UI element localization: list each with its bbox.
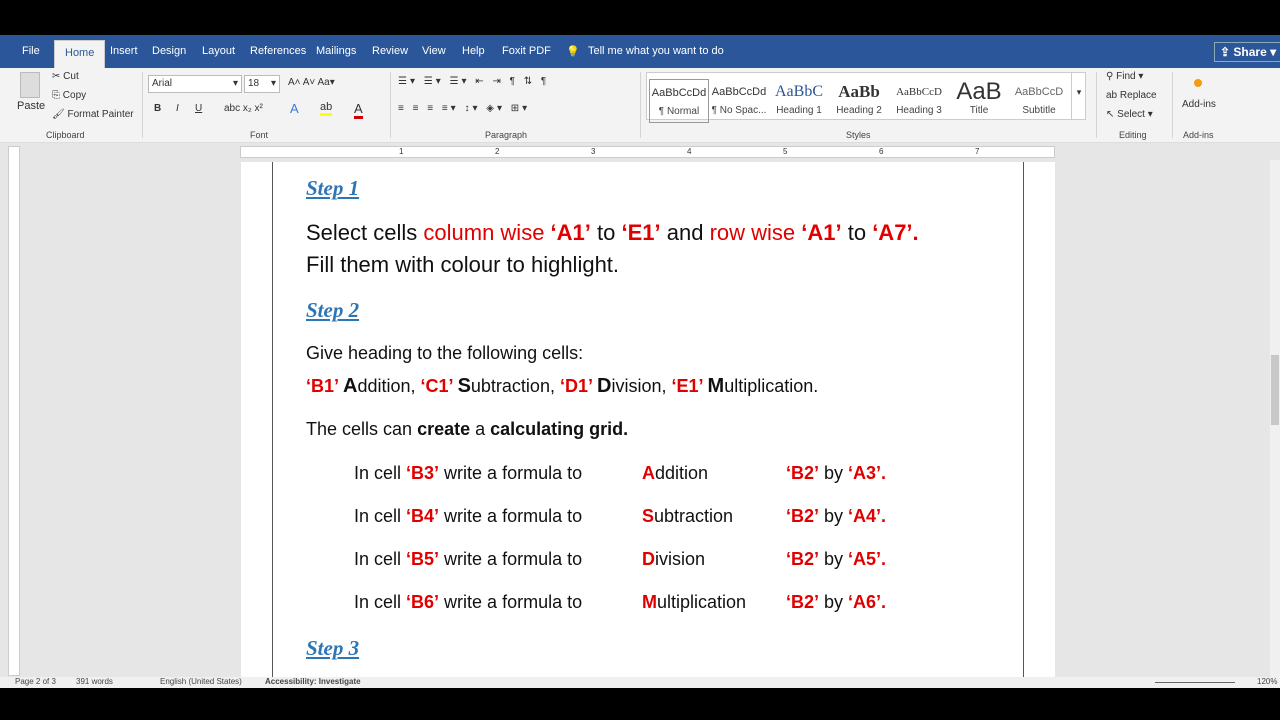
tell-me-search[interactable]: Tell me what you want to do [588,45,724,57]
highlight-icon[interactable]: ab [320,101,332,116]
format-painter-button[interactable]: 🖌 Format Painter [52,109,134,120]
styles-more-button[interactable]: ▾ [1071,73,1086,119]
replace-icon: ab [1106,90,1120,101]
tab-mailings[interactable]: Mailings [316,45,357,57]
lightbulb-icon: 💡 [566,46,580,58]
step-1-instruction: Select cells column wise ‘A1’ to ‘E1’ and row wise ‘A1’ to ‘A7’. [306,220,919,245]
style-no-spacing[interactable]: AaBbCcDd ¶ No Spac... [711,86,767,116]
font-size-select[interactable]: 18 ▾ [244,75,280,93]
replace-button[interactable]: ab Replace [1106,90,1157,101]
underline-button[interactable]: U [195,103,203,114]
copy-button[interactable]: ⎘ Copy [52,90,87,101]
vertical-scrollbar[interactable] [1270,160,1280,677]
tab-references[interactable]: References [250,45,307,57]
share-button[interactable]: ⇪ Share ▾ [1214,42,1280,62]
italic-button[interactable]: I [176,103,179,114]
scissors-icon: ✂ [52,71,64,82]
step-2-heading: Step 2 [306,298,360,322]
style-heading-1[interactable]: AaBbC Heading 1 [775,83,823,116]
font-name-select[interactable]: Arial ▾ [148,75,242,93]
styles-gallery [646,72,1086,120]
tab-foxit-pdf[interactable]: Foxit PDF [502,45,551,57]
bullets-icon[interactable]: ☰▾ ☰▾ ☰▾ ⇤ ⇥ ¶ ⇅ ¶ [398,76,550,87]
document-page[interactable] [241,162,1055,677]
ribbon [0,68,1280,143]
tab-design[interactable]: Design [152,45,187,57]
cursor-icon: ↖ [1106,109,1118,120]
tab-layout[interactable]: Layout [202,45,236,57]
step-2-headings: ‘B1’ Addition, ‘C1’ Subtraction, ‘D1’ Division, ‘E1’ Multiplication. [306,375,819,397]
step-2-intro: Give heading to the following cells: [306,343,584,363]
text-effects-icon[interactable]: A [290,101,299,116]
style-normal[interactable]: AaBbCcDd ¶ Normal [649,79,709,123]
addins-icon [1194,79,1202,87]
bold-button[interactable]: B [154,103,162,114]
editing-group-label: Editing [1119,130,1147,140]
horizontal-ruler[interactable]: 1 2 3 4 5 6 7 [240,146,1055,158]
search-icon: ⚲ [1106,71,1117,82]
language[interactable]: English (United States) [160,677,242,686]
font-color-icon[interactable]: A [354,101,363,119]
step-3-heading: Step 3 [306,636,360,660]
vertical-ruler [8,146,20,676]
font-group-label: Font [250,130,269,140]
step-1-fill-text: Fill them with colour to highlight. [306,252,620,277]
ribbon-tabs-bar [0,35,1280,68]
select-button[interactable]: ↖ Select ▾ [1106,109,1153,120]
align-left-icon[interactable]: ≡ ≡ ≡ ≡▾ ↕▾ ◈▾ ⊞▾ [398,103,531,114]
paragraph-group-label: Paragraph [485,130,528,140]
zoom-slider[interactable] [1155,682,1235,683]
cut-button[interactable]: ✂ Cut [52,71,79,82]
tab-insert[interactable]: Insert [110,45,138,57]
addins-group-label: Add-ins [1183,130,1214,140]
style-heading-3[interactable]: AaBbCcD Heading 3 [896,86,942,116]
tab-home[interactable]: Home [54,40,105,68]
style-title[interactable]: AaB Title [956,79,1002,116]
styles-group-label: Styles [846,130,871,140]
word-count[interactable]: 391 words [76,677,113,686]
find-button[interactable]: ⚲ Find ▾ [1106,71,1144,82]
tab-help[interactable]: Help [462,45,485,57]
chevron-down-icon: ▾ [1270,45,1277,59]
tab-view[interactable]: View [422,45,446,57]
clipboard-group-label: Clipboard [46,130,85,140]
formula-row: In cell ‘B3’ write a formula to Addition ‘B2’ by ‘A3’. [354,463,887,483]
formula-row: In cell ‘B4’ write a formula to Subtraction ‘B2’ by ‘A4’. [354,506,887,526]
step-1-heading: Step 1 [306,176,360,200]
tab-file[interactable]: File [22,45,40,57]
style-subtitle[interactable]: AaBbCcD Subtitle [1014,86,1064,116]
addins-button[interactable]: Add-ins [1182,99,1216,110]
tab-review[interactable]: Review [372,45,409,57]
style-heading-2[interactable]: AaBb Heading 2 [836,82,882,116]
paste-button[interactable]: Paste [17,100,46,112]
formula-row: In cell ‘B5’ write a formula to Division ‘B2’ by ‘A5’. [354,549,887,569]
strikethrough-icon[interactable]: abc x₂ x² [224,103,263,114]
status-bar [0,677,1280,688]
zoom-level[interactable]: 120% [1257,677,1278,686]
copy-icon: ⎘ [52,90,63,101]
grow-font-icon[interactable]: A˄ A˅ Aa▾ [288,77,335,88]
formula-row: In cell ‘B6’ write a formula to Multiplication ‘B2’ by ‘A6’. [354,592,887,612]
accessibility-status[interactable]: Accessibility: Investigate [265,677,361,686]
share-icon: ⇪ [1220,45,1234,59]
brush-icon: 🖌 [52,109,68,120]
page-count[interactable]: Page 2 of 3 [15,677,56,686]
paste-icon [20,72,40,98]
step-2-grid-text: The cells can create a calculating grid. [306,419,629,439]
